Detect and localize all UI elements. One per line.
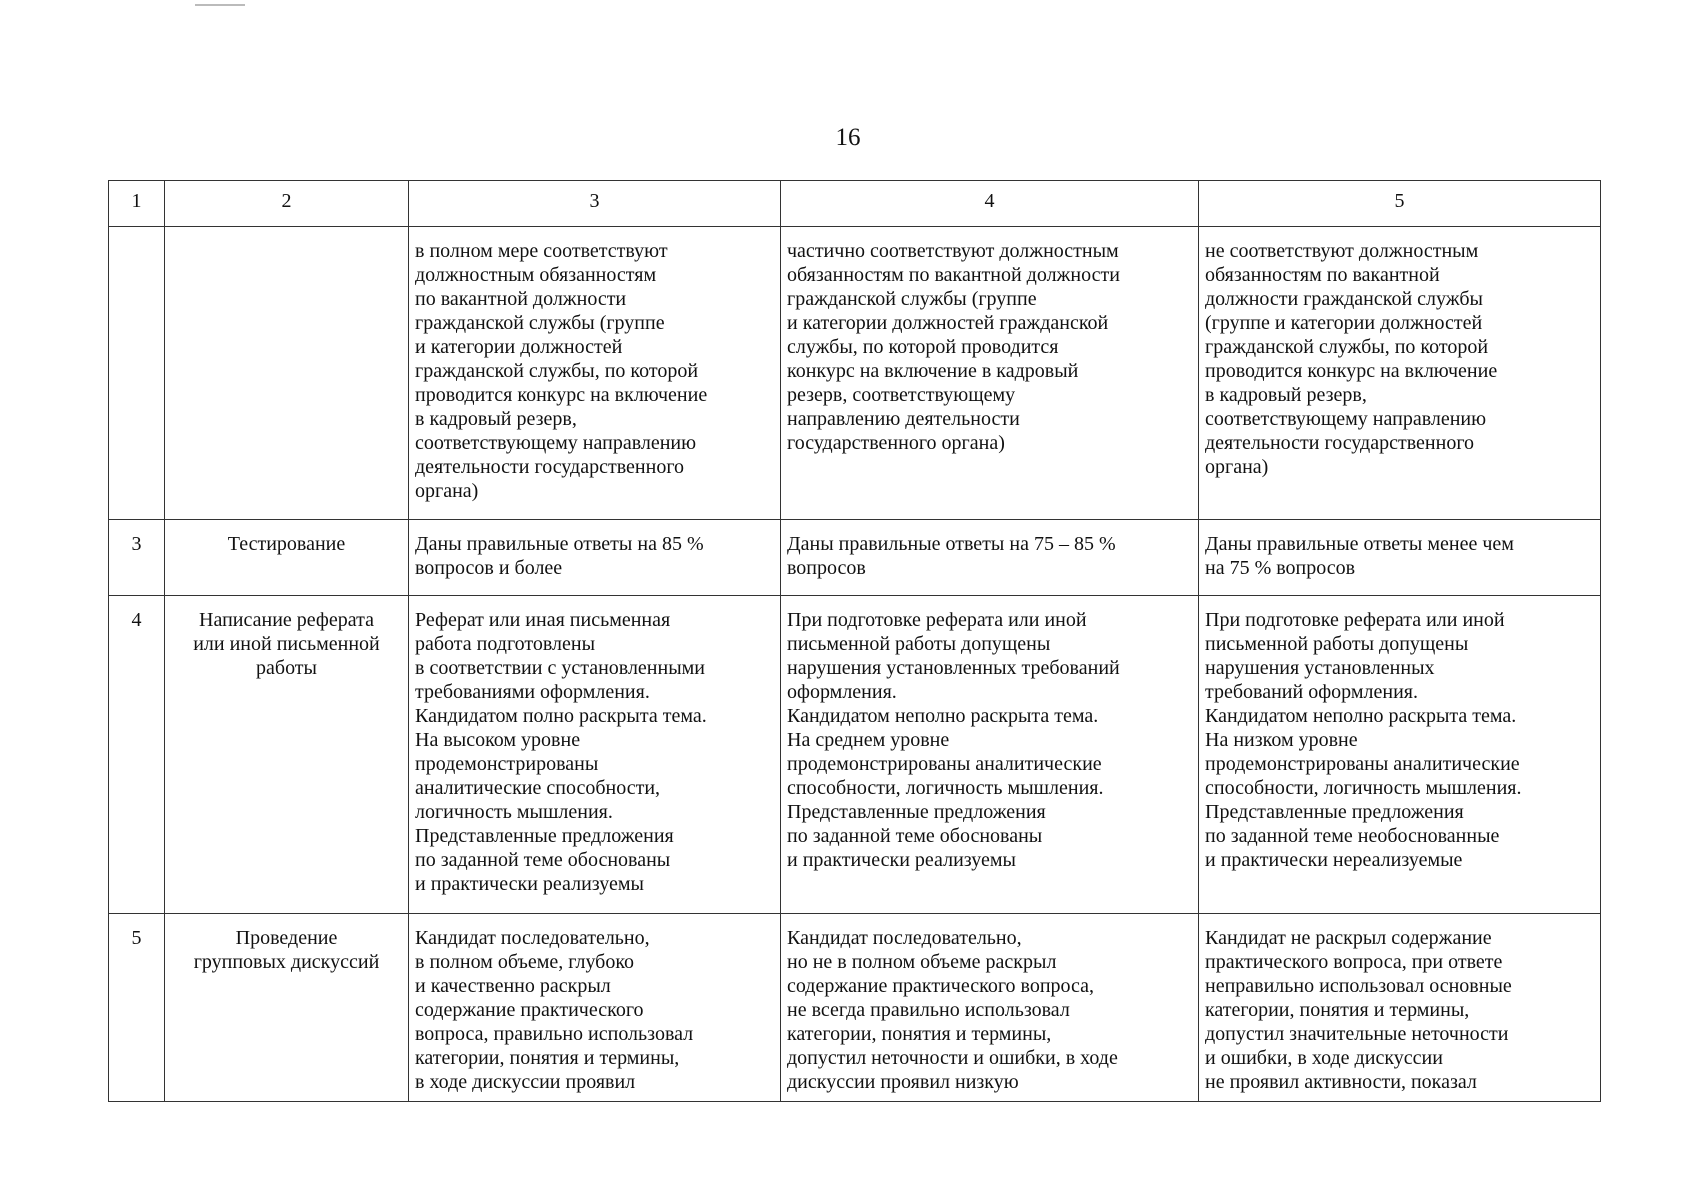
- scan-artifact: [195, 4, 245, 6]
- medium-level-description: Даны правильные ответы на 75 – 85 % вопросов: [781, 520, 1199, 596]
- row-number: [109, 227, 165, 520]
- high-level-description: Даны правильные ответы на 85 % вопросов и более: [409, 520, 781, 596]
- medium-level-description: Кандидат последовательно, но не в полном объеме раскрыл содержание практического вопроса, не всегда правильно использовал категории, понятия и термины, допустил неточности и ошибки, в ходе дискуссии проявил низкую: [781, 914, 1199, 1102]
- low-level-description: Даны правильные ответы менее чем на 75 % вопросов: [1199, 520, 1601, 596]
- row-number: 5: [109, 914, 165, 1102]
- criterion-name: [165, 227, 409, 520]
- row-number: 3: [109, 520, 165, 596]
- column-number-2: 2: [165, 181, 409, 227]
- column-number-row: [109, 181, 1601, 227]
- low-level-description: При подготовке реферата или иной письменной работы допущены нарушения установленных требований оформления. Кандидатом неполно раскрыта тема. На низком уровне продемонстрированы аналитические способности, логичность мышления. Представленные предложения по заданной теме необоснованные и практически нереализуемые: [1199, 596, 1601, 914]
- column-number-1: 1: [109, 181, 165, 227]
- table-row: [109, 596, 1601, 914]
- low-level-description: Кандидат не раскрыл содержание практического вопроса, при ответе неправильно использовал основные категории, понятия и термины, допустил значительные неточности и ошибки, в ходе дискуссии не проявил активности, показал: [1199, 914, 1601, 1102]
- criterion-name: Проведение групповых дискуссий: [165, 914, 409, 1102]
- column-number-3: 3: [409, 181, 781, 227]
- table-row: [109, 914, 1601, 1102]
- high-level-description: в полном мере соответствуют должностным обязанностям по вакантной должности гражданской службы (группе и категории должностей гражданской службы, по которой проводится конкурс на включение в кадровый резерв, соответствующему направлению деятельности государственного органа): [409, 227, 781, 520]
- row-number: 4: [109, 596, 165, 914]
- table-row: [109, 227, 1601, 520]
- criteria-table: [108, 180, 1601, 1102]
- column-number-4: 4: [781, 181, 1199, 227]
- page-number: 16: [835, 124, 861, 151]
- medium-level-description: частично соответствуют должностным обязанностям по вакантной должности гражданской службы (группе и категории должностей гражданской службы, по которой проводится конкурс на включение в кадровый резерв, соответствующему направлению деятельности государственного органа): [781, 227, 1199, 520]
- criterion-name: Написание реферата или иной письменной работы: [165, 596, 409, 914]
- high-level-description: Реферат или иная письменная работа подготовлены в соответствии с установленными требованиями оформления. Кандидатом полно раскрыта тема. На высоком уровне продемонстрированы аналитические способности, логичность мышления. Представленные предложения по заданной теме обоснованы и практически реализуемы: [409, 596, 781, 914]
- low-level-description: не соответствуют должностным обязанностям по вакантной должности гражданской службы (группе и категории должностей гражданской службы, по которой проводится конкурс на включение в кадровый резерв, соответствующему направлению деятельности государственного органа): [1199, 227, 1601, 520]
- high-level-description: Кандидат последовательно, в полном объеме, глубоко и качественно раскрыл содержание практического вопроса, правильно использовал категории, понятия и термины, в ходе дискуссии проявил: [409, 914, 781, 1102]
- criterion-name: Тестирование: [165, 520, 409, 596]
- column-number-5: 5: [1199, 181, 1601, 227]
- table-row: [109, 520, 1601, 596]
- medium-level-description: При подготовке реферата или иной письменной работы допущены нарушения установленных требований оформления. Кандидатом неполно раскрыта тема. На среднем уровне продемонстрированы аналитические способности, логичность мышления. Представленные предложения по заданной теме обоснованы и практически реализуемы: [781, 596, 1199, 914]
